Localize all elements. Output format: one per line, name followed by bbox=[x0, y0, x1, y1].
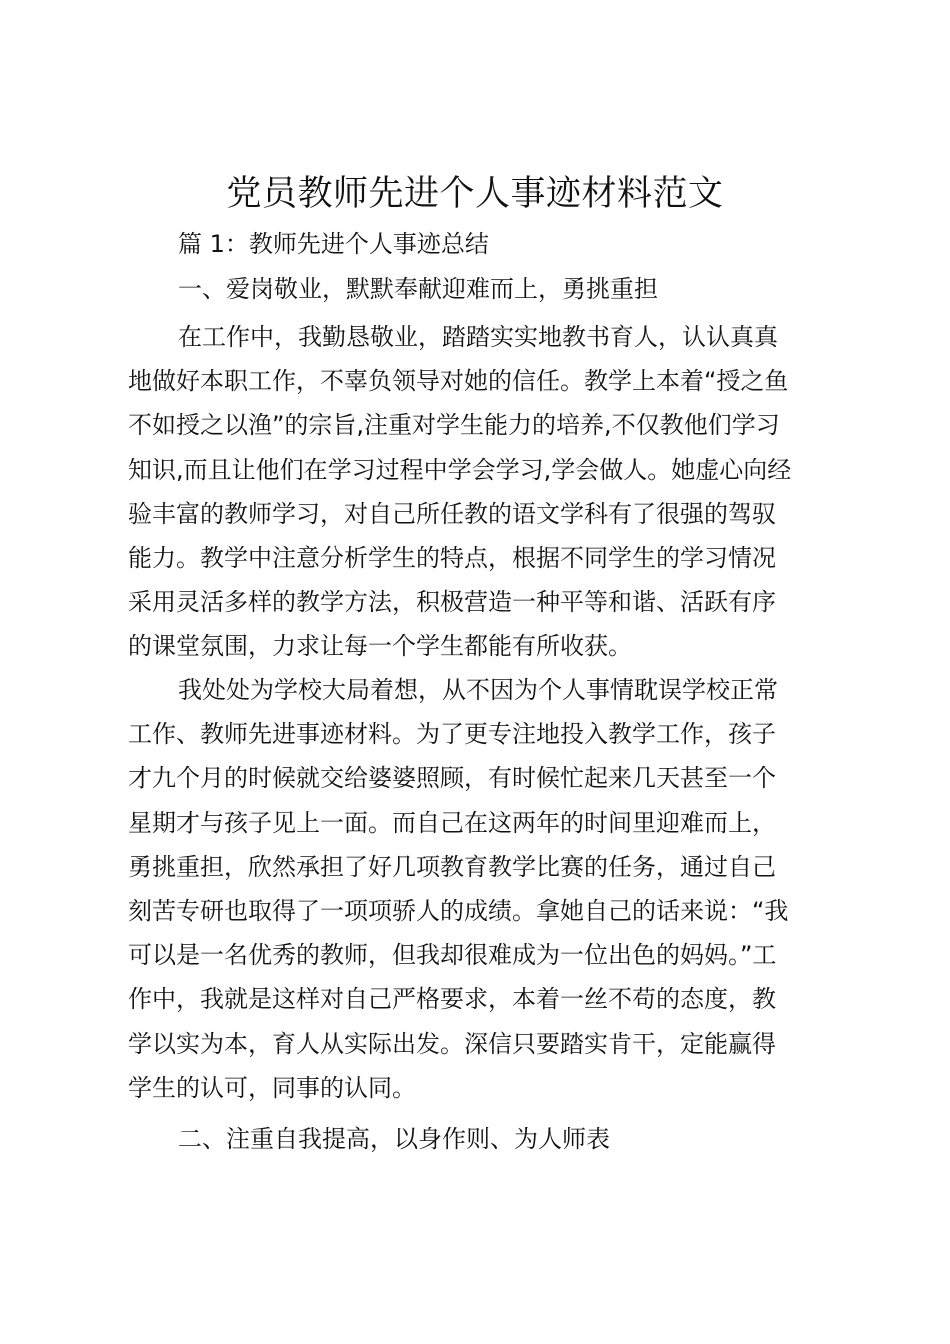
paragraph-line: 工作、教师先进事迹材料。为了更专注地投入教学工作，孩子 bbox=[128, 720, 776, 749]
paragraph-line: 才九个月的时候就交给婆婆照顾，有时候忙起来几天甚至一个 bbox=[128, 764, 776, 793]
paragraph-line: 不如授之以渔”的宗旨,注重对学生能力的培养,不仅教他们学习 bbox=[128, 411, 780, 440]
paragraph-line: 能力。教学中注意分析学生的特点，根据不同学生的学习情况 bbox=[128, 543, 776, 572]
paragraph-line: 知识,而且让他们在学习过程中学会学习,学会做人。她虚心向经 bbox=[128, 455, 792, 484]
section-heading-1: 一、爱岗敬业，默默奉献迎难而上，勇挑重担 bbox=[178, 275, 658, 303]
paragraph-line: 我处处为学校大局着想，从不因为个人事情耽误学校正常 bbox=[178, 676, 778, 704]
paragraph-line: 学以实为本，育人从实际出发。深信只要踏实肯干，定能赢得 bbox=[128, 1029, 776, 1058]
paragraph-line: 星期才与孩子见上一面。而自己在这两年的时间里迎难而上， bbox=[128, 808, 776, 837]
paragraph-line: 的课堂氛围，力求让每一个学生都能有所收获。 bbox=[128, 632, 632, 661]
subtitle: 篇 1：教师先进个人事迹总结 bbox=[178, 230, 489, 258]
paragraph-line: 采用灵活多样的教学方法，积极营造一种平等和谐、活跃有序 bbox=[128, 588, 776, 617]
paragraph-line: 在工作中，我勤恳敬业，踏踏实实地教书育人，认认真真 bbox=[178, 323, 778, 351]
paragraph-line: 地做好本职工作，不辜负领导对她的信任。教学上本着“授之鱼 bbox=[128, 367, 789, 396]
paragraph-line: 学生的认可，同事的认同。 bbox=[128, 1073, 416, 1102]
document-title: 党员教师先进个人事迹材料范文 bbox=[226, 174, 724, 214]
paragraph-line: 作中，我就是这样对自己严格要求，本着一丝不苟的态度，教 bbox=[128, 985, 776, 1014]
paragraph-line: 刻苦专研也取得了一项项骄人的成绩。拿她自己的话来说：“我 bbox=[128, 896, 789, 925]
paragraph-line: 勇挑重担，欣然承担了好几项教育教学比赛的任务，通过自己 bbox=[128, 852, 776, 881]
paragraph-line: 可以是一名优秀的教师，但我却很难成为一位出色的妈妈。”工 bbox=[128, 941, 777, 970]
paragraph-line: 验丰富的教师学习，对自己所任教的语文学科有了很强的驾驭 bbox=[128, 499, 776, 528]
paragraph-2 bbox=[128, 668, 828, 1110]
paragraph-1 bbox=[128, 315, 828, 669]
section-heading-2: 二、注重自我提高，以身作则、为人师表 bbox=[178, 1125, 610, 1153]
